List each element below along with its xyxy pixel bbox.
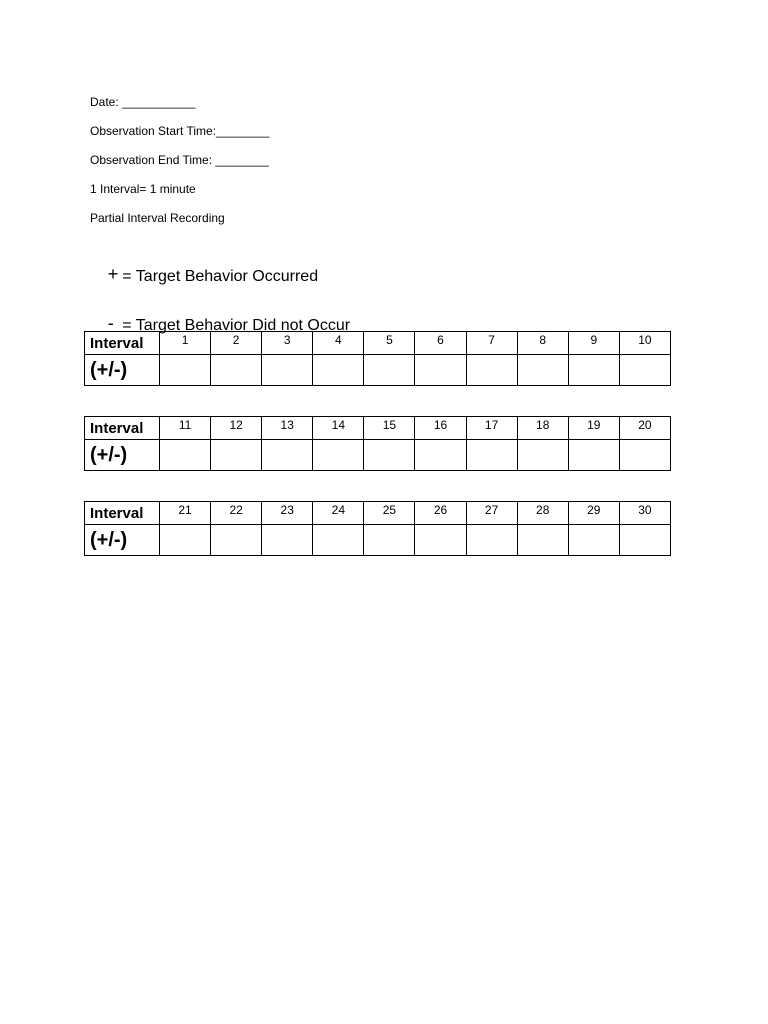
entry-cell[interactable]	[313, 525, 364, 556]
table-entry-row	[85, 525, 671, 556]
interval-table-2	[84, 416, 671, 471]
entry-cell[interactable]	[415, 525, 466, 556]
interval-number: 22	[211, 502, 262, 525]
interval-number: 28	[517, 502, 568, 525]
interval-header-label: Interval	[85, 417, 160, 440]
interval-number: 12	[211, 417, 262, 440]
interval-table-3	[84, 501, 671, 556]
interval-number: 24	[313, 502, 364, 525]
interval-number: 6	[415, 332, 466, 355]
interval-number: 11	[160, 417, 211, 440]
interval-number: 10	[619, 332, 670, 355]
entry-cell[interactable]	[415, 440, 466, 471]
plus-minus-label: (+/-)	[85, 525, 160, 556]
interval-number: 29	[568, 502, 619, 525]
interval-length-note: 1 Interval= 1 minute	[90, 182, 196, 196]
interval-number: 15	[364, 417, 415, 440]
entry-cell[interactable]	[262, 525, 313, 556]
entry-cell[interactable]	[466, 525, 517, 556]
interval-number: 25	[364, 502, 415, 525]
entry-cell[interactable]	[211, 525, 262, 556]
interval-number: 26	[415, 502, 466, 525]
interval-number: 16	[415, 417, 466, 440]
interval-number: 4	[313, 332, 364, 355]
interval-header-label: Interval	[85, 502, 160, 525]
entry-cell[interactable]	[211, 355, 262, 386]
entry-cell[interactable]	[415, 355, 466, 386]
interval-number: 8	[517, 332, 568, 355]
entry-cell[interactable]	[568, 525, 619, 556]
entry-cell[interactable]	[160, 440, 211, 471]
interval-number: 2	[211, 332, 262, 355]
entry-cell[interactable]	[364, 525, 415, 556]
entry-cell[interactable]	[364, 440, 415, 471]
entry-cell[interactable]	[313, 355, 364, 386]
minus-symbol: -	[107, 313, 114, 333]
table-header-row	[85, 332, 671, 355]
entry-cell[interactable]	[262, 440, 313, 471]
table-entry-row	[85, 440, 671, 471]
interval-number: 18	[517, 417, 568, 440]
entry-cell[interactable]	[466, 440, 517, 471]
interval-number: 21	[160, 502, 211, 525]
interval-number: 9	[568, 332, 619, 355]
interval-number: 23	[262, 502, 313, 525]
entry-cell[interactable]	[211, 440, 262, 471]
entry-cell[interactable]	[619, 355, 670, 386]
interval-table-1	[84, 331, 671, 386]
interval-number: 3	[262, 332, 313, 355]
entry-cell[interactable]	[568, 440, 619, 471]
interval-number: 7	[466, 332, 517, 355]
interval-number: 20	[619, 417, 670, 440]
recording-method-note: Partial Interval Recording	[90, 211, 225, 225]
start-time-field: Observation Start Time:________	[90, 124, 270, 138]
table-entry-row	[85, 355, 671, 386]
legend-minus-text: = Target Behavior Did not Occur	[117, 317, 351, 334]
plus-minus-label: (+/-)	[85, 440, 160, 471]
date-field: Date: ___________	[90, 95, 196, 109]
entry-cell[interactable]	[568, 355, 619, 386]
entry-cell[interactable]	[466, 355, 517, 386]
entry-cell[interactable]	[517, 525, 568, 556]
entry-cell[interactable]	[160, 355, 211, 386]
plus-symbol: +	[107, 264, 119, 284]
interval-number: 17	[466, 417, 517, 440]
interval-header-label: Interval	[85, 332, 160, 355]
table-header-row	[85, 417, 671, 440]
end-time-field: Observation End Time: ________	[90, 153, 269, 167]
entry-cell[interactable]	[517, 440, 568, 471]
entry-cell[interactable]	[313, 440, 364, 471]
interval-number: 19	[568, 417, 619, 440]
interval-number: 5	[364, 332, 415, 355]
entry-cell[interactable]	[619, 525, 670, 556]
plus-minus-label: (+/-)	[85, 355, 160, 386]
entry-cell[interactable]	[262, 355, 313, 386]
entry-cell[interactable]	[364, 355, 415, 386]
interval-number: 30	[619, 502, 670, 525]
legend-plus-text: = Target Behavior Occurred	[122, 268, 319, 285]
entry-cell[interactable]	[517, 355, 568, 386]
interval-number: 27	[466, 502, 517, 525]
entry-cell[interactable]	[619, 440, 670, 471]
interval-number: 14	[313, 417, 364, 440]
interval-number: 13	[262, 417, 313, 440]
table-header-row	[85, 502, 671, 525]
interval-number: 1	[160, 332, 211, 355]
entry-cell[interactable]	[160, 525, 211, 556]
